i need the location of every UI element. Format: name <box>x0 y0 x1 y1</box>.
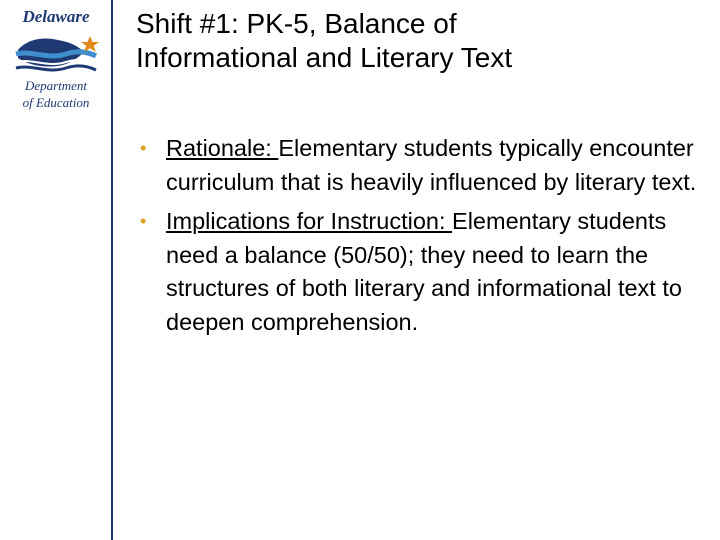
bullet-item-implications <box>140 205 700 339</box>
bullet-lead-rationale: Rationale: <box>166 135 279 161</box>
bullet-text-implications: Elementary students need a balance (50/50); they need to learn the structures of both literary and informational text to deepen comprehension. <box>166 208 682 335</box>
bullet-list <box>140 132 700 345</box>
bullet-dot-icon: • <box>140 138 147 158</box>
slide-title-line-1: Shift #1: PK-5, Balance of <box>136 8 457 39</box>
logo-text-delaware: Delaware <box>22 7 90 26</box>
logo-panel <box>0 0 113 540</box>
bullet-text-rationale: Elementary students typically encounter curriculum that is heavily influenced by literary text. <box>166 135 697 195</box>
delaware-state-map-icon <box>12 30 100 78</box>
logo-text-of-education: of Education <box>22 95 90 110</box>
slide-title <box>136 7 696 75</box>
bullet-item-rationale <box>140 132 700 199</box>
bullet-lead-implications: Implications for Instruction: <box>166 208 453 234</box>
logo-text-department: Department <box>24 78 88 93</box>
delaware-doe-logo <box>6 6 106 114</box>
bullet-dot-icon: • <box>140 211 147 231</box>
slide-title-line-2: Informational and Literary Text <box>136 42 513 73</box>
